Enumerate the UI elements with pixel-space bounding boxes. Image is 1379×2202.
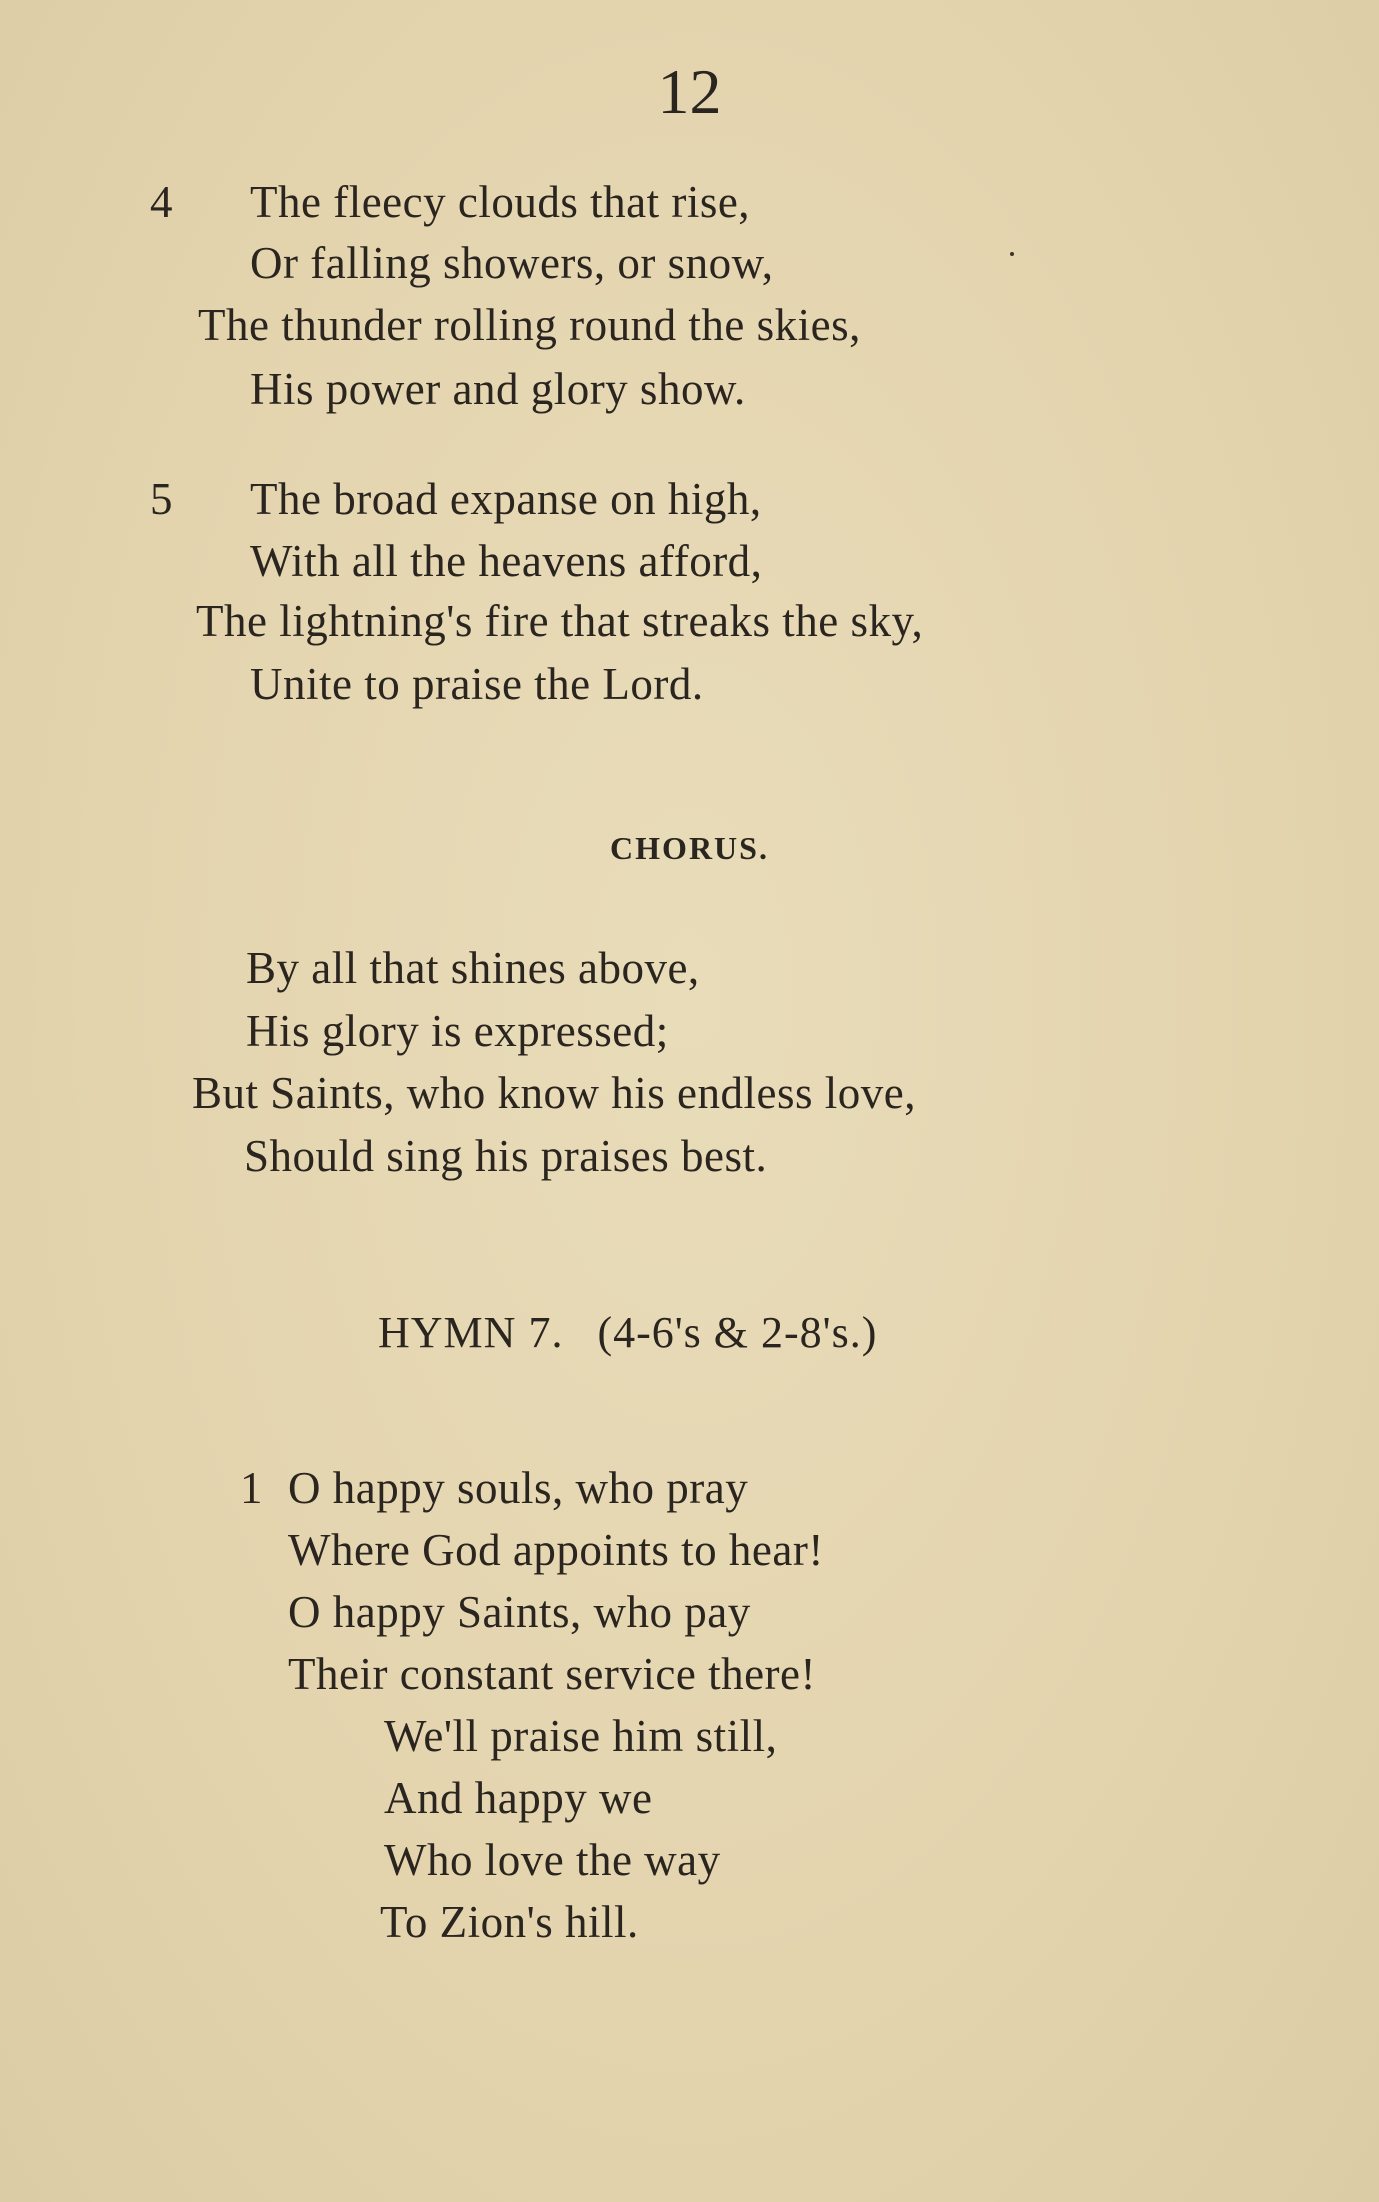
verse-4-number: 4 — [150, 177, 173, 227]
hymn-7-verse-1-number: 1 — [240, 1463, 263, 1513]
hymn-7-line-5: We'll praise him still, — [384, 1711, 778, 1761]
hymn-7-line-3: O happy Saints, who pay — [288, 1587, 751, 1637]
chorus-line-4: Should sing his praises best. — [244, 1131, 768, 1181]
page-number: 12 — [657, 56, 722, 127]
verse-4-line-4: His power and glory show. — [250, 364, 746, 414]
chorus-line-2: His glory is expressed; — [246, 1006, 669, 1056]
chorus-line-3: But Saints, who know his endless love, — [192, 1068, 916, 1118]
chorus-line-1: By all that shines above, — [246, 943, 700, 993]
verse-5-line-2: With all the heavens afford, — [250, 536, 763, 586]
hymn-7-line-4: Their constant service there! — [288, 1649, 817, 1699]
verse-4-line-3: The thunder rolling round the skies, — [198, 300, 861, 350]
hymn-heading — [378, 1305, 877, 1361]
hymn-7-line-1: O happy souls, who pray — [288, 1463, 749, 1513]
verse-5-number: 5 — [150, 474, 173, 524]
ink-speck — [1010, 252, 1014, 256]
verse-5-line-1: The broad expanse on high, — [250, 474, 762, 524]
chorus-heading: CHORUS. — [610, 830, 769, 866]
verse-4-line-2: Or falling showers, or snow, — [250, 238, 774, 288]
verse-5-line-3: The lightning's fire that streaks the sky, — [196, 596, 924, 646]
hymn-7-line-8: To Zion's hill. — [380, 1897, 639, 1947]
hymn-7-line-2: Where God appoints to hear! — [288, 1525, 824, 1575]
hymn-7-line-6: And happy we — [384, 1773, 653, 1823]
hymn-title: HYMN 7. — [378, 1308, 564, 1357]
verse-4-line-1: The fleecy clouds that rise, — [250, 177, 751, 227]
hymn-7-line-7: Who love the way — [384, 1835, 721, 1885]
hymn-meter: (4-6's & 2-8's.) — [597, 1308, 878, 1357]
verse-5-line-4: Unite to praise the Lord. — [250, 659, 704, 709]
